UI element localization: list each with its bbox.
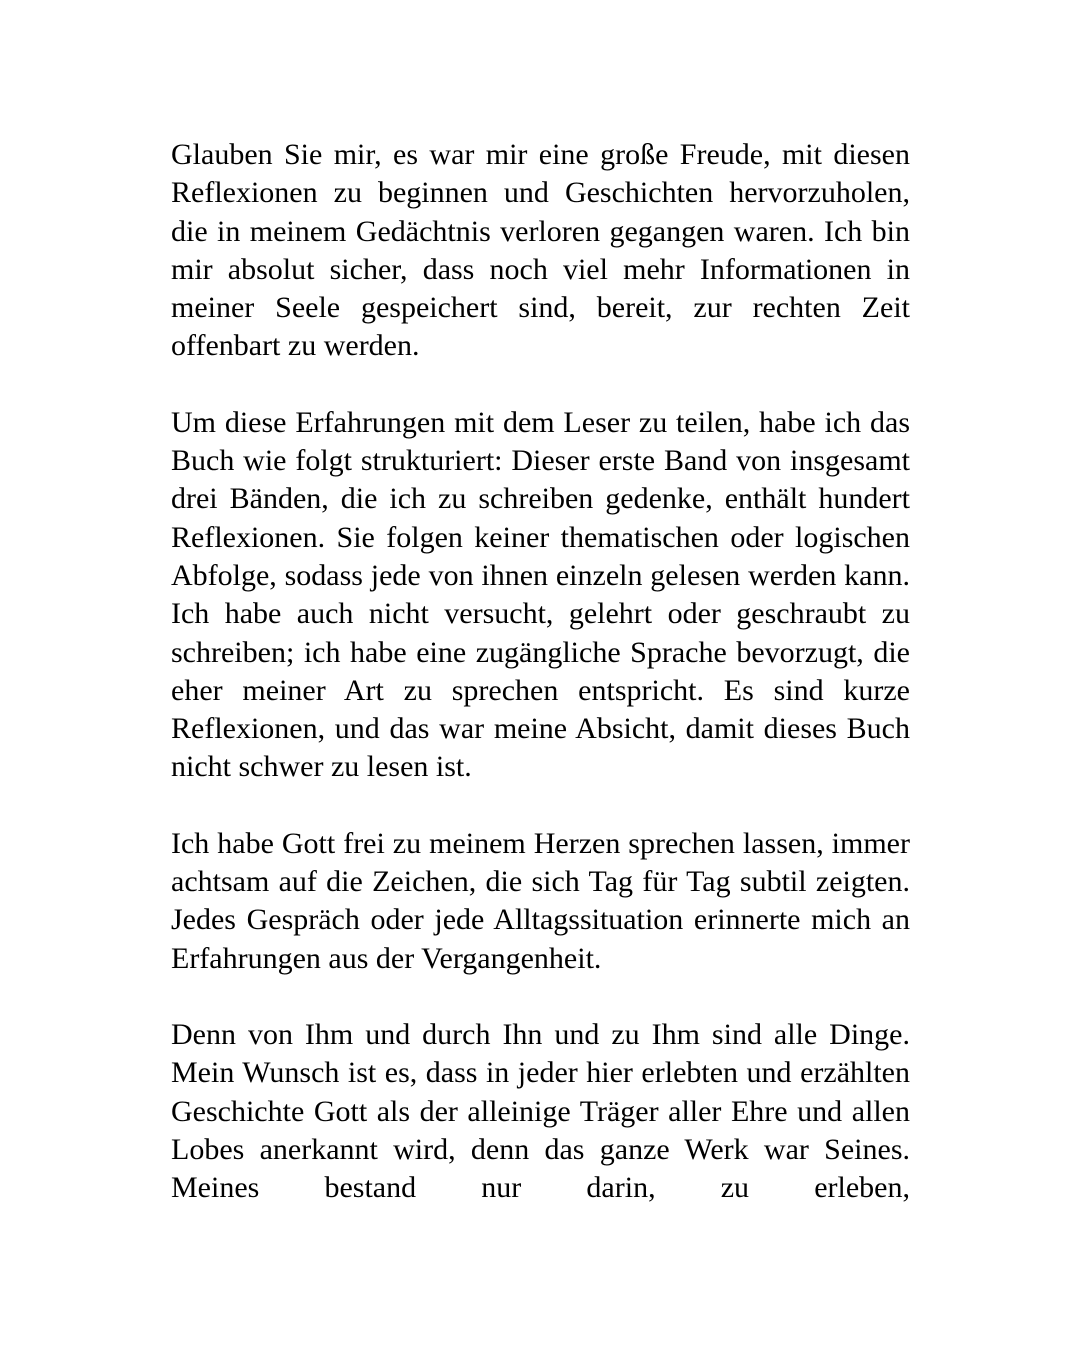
paragraph-3: Ich habe Gott frei zu meinem Herzen sprechen lassen, immer achtsam auf die Zeichen, die sich Tag für Tag subtil zeigten. Jedes Gespräch oder jede Alltagssituation erinnerte mich an Erfahrungen aus der Vergangenheit. [171, 826, 910, 975]
paragraph-2: Um diese Erfahrungen mit dem Leser zu teilen, habe ich das Buch wie folgt strukturiert: Dieser erste Band von insgesamt drei Bänden, die ich zu schreiben gedenke, enthält hundert Reflexionen. Sie folgen keiner thematischen oder logischen Abfolge, sodass jede von ihnen einzeln gelesen werden kann. Ich habe auch nicht versucht, gelehrt oder geschraubt zu schreiben; ich habe eine zugängliche Sprache bevorzugt, die eher meiner Art zu sprechen entspricht. Es sind kurze Reflexionen, und das war meine Absicht, damit dieses Buch nicht schwer zu lesen ist. [171, 405, 910, 784]
document-page [171, 136, 910, 1207]
paragraph-1: Glauben Sie mir, es war mir eine große Freude, mit diesen Reflexionen zu beginnen und Geschichten hervorzuholen, die in meinem Gedächtnis verloren gegangen waren. Ich bin mir absolut sicher, dass noch viel mehr Informationen in meiner Seele gespeichert sind, bereit, zur rechten Zeit offenbart zu werden. [171, 138, 910, 363]
paragraph-4: Denn von Ihm und durch Ihn und zu Ihm sind alle Dinge. Mein Wunsch ist es, dass in jeder hier erlebten und erzählten Geschichte Gott als der alleinige Träger aller Ehre und allen Lobes anerkannt wird, denn das ganze Werk war Seines. Meines bestand nur darin, zu erleben, [171, 1017, 910, 1205]
